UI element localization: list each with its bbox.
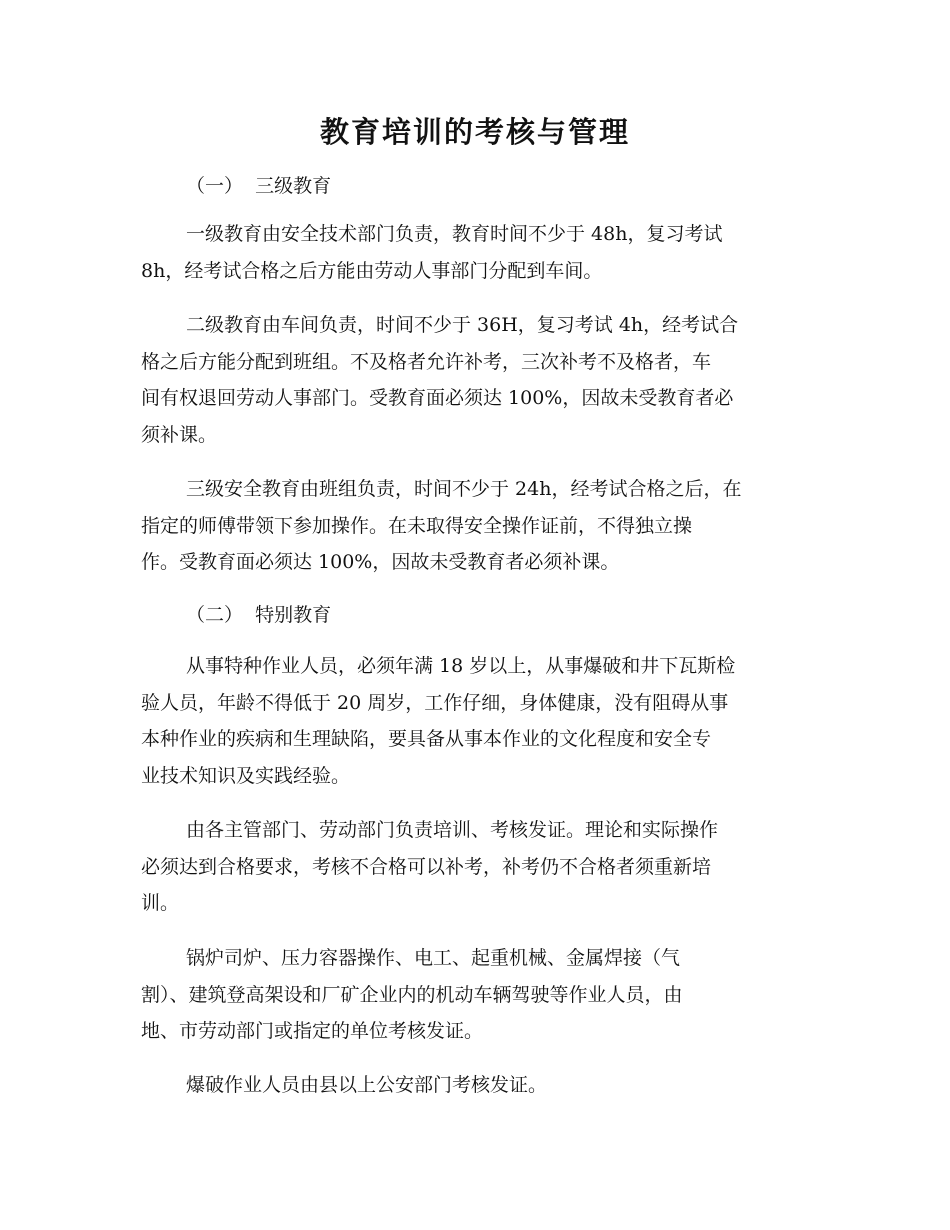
paragraph-line: 爆破作业人员由县以上公安部门考核发证。: [186, 1074, 548, 1096]
paragraph-line: 地、市劳动部门或指定的单位考核发证。: [141, 1020, 484, 1042]
paragraph-line: 须补课。: [141, 423, 218, 446]
paragraph-line: 从事特种作业人员，必须年满 18 岁以上，从事爆破和井下瓦斯检: [186, 655, 736, 677]
paragraph-line: 必须达到合格要求，考核不合格可以补考，补考仍不合格者须重新培: [141, 855, 712, 878]
paragraph-line: 间有权退回劳动人事部门。受教育面必须达 100%，因故未受教育者必: [141, 387, 734, 409]
paragraph: [141, 471, 821, 581]
document-title: 教育培训的考核与管理: [319, 115, 630, 149]
paragraph: [141, 1067, 821, 1104]
paragraph: [141, 216, 821, 289]
paragraph: [141, 940, 821, 1050]
paragraph-line: 本种作业的疾病和生理缺陷，要具备从事本作业的文化程度和安全专: [141, 728, 712, 750]
paragraph: [141, 307, 821, 453]
paragraph-line: 8h，经考试合格之后方能由劳动人事部门分配到车间。: [141, 259, 603, 282]
paragraph: [141, 648, 821, 794]
paragraph-line: 一级教育由安全技术部门负责，教育时间不少于 48h，复习考试: [186, 223, 723, 245]
paragraph-line: 由各主管部门、劳动部门负责培训、考核发证。理论和实际操作: [186, 819, 719, 841]
paragraph-line: 验人员，年龄不得低于 20 周岁，工作仔细，身体健康，没有阻碍从事: [141, 691, 729, 714]
paragraph-line: 训。: [141, 892, 180, 914]
paragraph-line: 指定的师傅带领下参加操作。在未取得安全操作证前，不得独立操: [141, 514, 693, 537]
paragraph-line: 锅炉司炉、压力容器操作、电工、起重机械、金属焊接（气: [186, 947, 681, 969]
paragraph-line: 业技术知识及实践经验。: [141, 764, 351, 787]
paragraph: [141, 812, 821, 922]
paragraph-line: 割）、建筑登高架设和厂矿企业内的机动车辆驾驶等作业人员，由: [141, 983, 683, 1006]
paragraph-line: 作。受教育面必须达 100%，因故未受教育者必须补课。: [141, 551, 620, 573]
section-heading-1: （一） 三级教育: [186, 175, 332, 197]
paragraph-line: 二级教育由车间负责，时间不少于 36H，复习考试 4h，经考试合: [186, 314, 739, 336]
paragraph-line: 三级安全教育由班组负责，时间不少于 24h，经考试合格之后，在: [186, 478, 742, 500]
paragraph-line: 格之后方能分配到班组。不及格者允许补考，三次补考不及格者，车: [141, 350, 712, 373]
section-heading-2: （二） 特别教育: [186, 604, 332, 626]
